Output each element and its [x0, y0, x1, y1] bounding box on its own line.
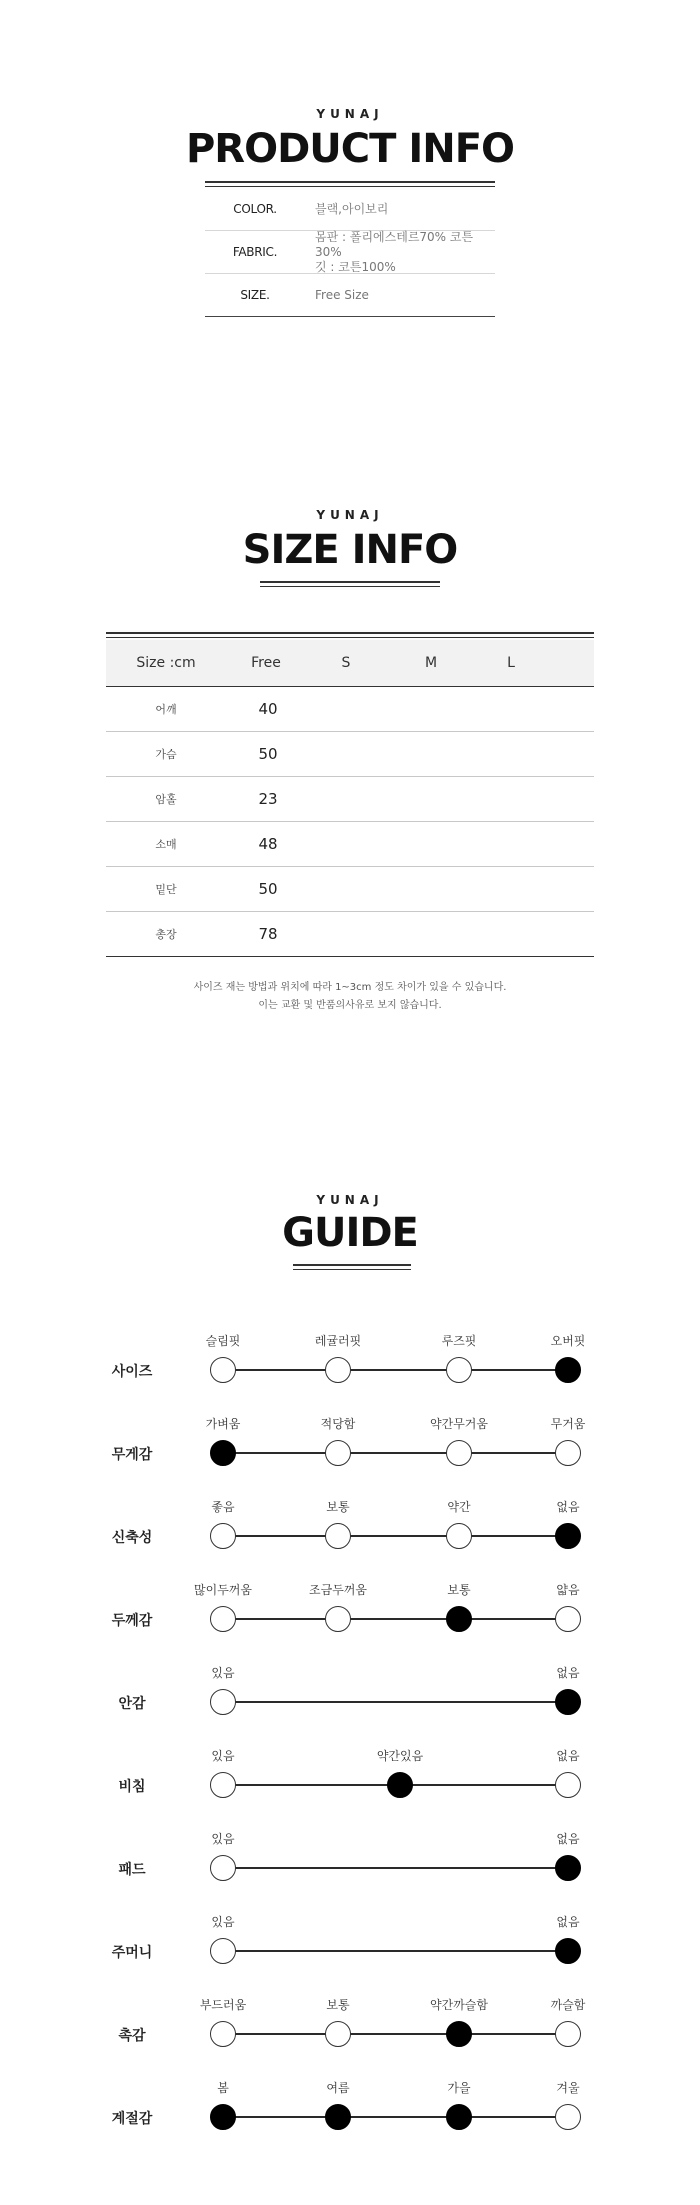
brand-label: YUNAJ — [316, 508, 384, 522]
guide-option-label: 슬림핏 — [205, 1334, 241, 1348]
guide-option-label: 봄 — [217, 2081, 229, 2095]
guide-dot — [325, 2021, 351, 2047]
table-row — [106, 867, 594, 912]
guide-option-label: 약간무거움 — [430, 1417, 488, 1431]
guide-dot-selected — [210, 2104, 236, 2130]
guide-dot-selected — [446, 2104, 472, 2130]
guide-dot-selected — [555, 1523, 581, 1549]
title-underline — [260, 581, 440, 583]
guide-option-label: 있음 — [211, 1915, 235, 1929]
guide-option-label: 없음 — [556, 1749, 580, 1763]
guide-dot-selected — [446, 1606, 472, 1632]
guide-option-label: 적당함 — [320, 1417, 356, 1431]
guide-scale-line — [223, 1618, 568, 1620]
guide-option-label: 있음 — [211, 1749, 235, 1763]
product-info-row-fabric — [205, 231, 495, 274]
guide-option-label: 좋음 — [211, 1500, 235, 1514]
guide-option-label: 가을 — [447, 2081, 471, 2095]
guide-scale-line — [223, 1950, 568, 1952]
guide-option-label: 보통 — [326, 1998, 350, 2012]
header-l: L — [507, 655, 515, 671]
guide-dot-selected — [325, 2104, 351, 2130]
title-underline — [205, 181, 495, 183]
guide-dot — [325, 1357, 351, 1383]
measure-value: 50 — [258, 745, 278, 763]
guide-row-label: 무게감 — [111, 1447, 153, 1463]
guide-dot — [446, 1357, 472, 1383]
guide-option-label: 루즈핏 — [441, 1334, 477, 1348]
title-underline — [293, 1269, 411, 1270]
guide-option-label: 보통 — [447, 1583, 471, 1597]
product-info-title: PRODUCT INFO — [185, 126, 515, 172]
guide-option-label: 없음 — [556, 1500, 580, 1514]
guide-dot — [446, 1523, 472, 1549]
measure-value: 78 — [258, 925, 278, 943]
guide-dot — [210, 2021, 236, 2047]
guide-dot-selected — [555, 1938, 581, 1964]
guide-option-label: 레귤러핏 — [314, 1334, 362, 1348]
size-note-1: 사이즈 재는 방법과 위치에 따라 1~3cm 정도 차이가 있을 수 있습니다. — [193, 982, 507, 993]
guide-option-label: 약간까슬함 — [430, 1998, 488, 2012]
row-label: COLOR. — [233, 202, 277, 216]
header-s: S — [341, 655, 351, 671]
size-info-title: SIZE INFO — [242, 527, 458, 573]
guide-row-label: 촉감 — [118, 2028, 146, 2044]
title-underline — [293, 1264, 411, 1266]
product-info-row-color — [205, 188, 495, 231]
guide-option-label: 없음 — [556, 1666, 580, 1680]
row-label: SIZE. — [240, 288, 270, 302]
guide-dot — [555, 1772, 581, 1798]
guide-scale-line — [223, 2116, 568, 2118]
guide-title: GUIDE — [282, 1210, 418, 1256]
table-row — [106, 732, 594, 777]
guide-option-label: 여름 — [326, 2081, 350, 2095]
guide-option-label: 많이두꺼움 — [194, 1583, 252, 1597]
guide-scale-line — [223, 1369, 568, 1371]
guide-option-label: 보통 — [326, 1500, 350, 1514]
guide-row-label: 안감 — [118, 1696, 146, 1712]
guide-dot-selected — [210, 1440, 236, 1466]
measure-name: 가슴 — [155, 748, 177, 761]
guide-option-label: 약간 — [447, 1500, 471, 1514]
guide-option-label: 무거움 — [550, 1417, 586, 1431]
measure-name: 암홀 — [155, 793, 177, 806]
guide-dot — [555, 2104, 581, 2130]
guide-dot-selected — [555, 1689, 581, 1715]
guide-row-label: 비침 — [118, 1779, 146, 1795]
measure-value: 23 — [258, 790, 278, 808]
guide-row-label: 계절감 — [111, 2111, 153, 2127]
table-row — [106, 822, 594, 867]
guide-dot — [210, 1606, 236, 1632]
guide-row-label: 사이즈 — [111, 1364, 153, 1380]
row-value: 몸판 : 폴리에스테르70% 코튼30% 깃 : 코튼100% — [315, 229, 474, 274]
guide-scale-line — [223, 1535, 568, 1537]
title-underline — [260, 586, 440, 587]
table-row — [106, 912, 594, 957]
guide-row-label: 패드 — [118, 1862, 146, 1878]
header-free: Free — [251, 655, 281, 671]
guide-row-label: 주머니 — [111, 1945, 153, 1961]
measure-value: 40 — [258, 700, 278, 718]
guide-dot — [210, 1855, 236, 1881]
guide-scale-line — [223, 1452, 568, 1454]
table-top-border — [106, 637, 594, 638]
guide-dot — [325, 1523, 351, 1549]
guide-dot-selected — [555, 1855, 581, 1881]
guide-option-label: 가벼움 — [205, 1417, 241, 1431]
guide-option-label: 조금두꺼움 — [309, 1583, 367, 1597]
guide-scale-line — [223, 1701, 568, 1703]
guide-dot-selected — [387, 1772, 413, 1798]
measure-value: 48 — [258, 835, 278, 853]
guide-dot — [210, 1938, 236, 1964]
table-row — [106, 687, 594, 732]
guide-dot — [210, 1689, 236, 1715]
measure-name: 총장 — [155, 928, 177, 941]
guide-row-label: 신축성 — [111, 1530, 153, 1546]
table-row — [106, 777, 594, 822]
guide-dot — [446, 1440, 472, 1466]
guide-option-label: 약간있음 — [376, 1749, 424, 1763]
row-value: Free Size — [315, 287, 369, 302]
brand-label: YUNAJ — [316, 1193, 384, 1207]
guide-option-label: 오버핏 — [550, 1334, 586, 1348]
guide-dot — [555, 1440, 581, 1466]
guide-option-label: 부드러움 — [199, 1998, 247, 2012]
brand-label: YUNAJ — [316, 107, 384, 121]
table-top-border — [106, 632, 594, 634]
guide-dot-selected — [446, 2021, 472, 2047]
measure-name: 밑단 — [155, 883, 177, 896]
guide-option-label: 까슬함 — [550, 1998, 586, 2012]
guide-option-label: 얇음 — [556, 1583, 580, 1597]
guide-scale-line — [223, 2033, 568, 2035]
guide-dot — [210, 1523, 236, 1549]
title-underline — [205, 186, 495, 187]
guide-dot — [325, 1606, 351, 1632]
guide-scale-line — [223, 1867, 568, 1869]
header-m: M — [424, 655, 438, 671]
measure-value: 50 — [258, 880, 278, 898]
guide-dot — [210, 1357, 236, 1383]
guide-option-label: 없음 — [556, 1832, 580, 1846]
row-value: 블랙,아이보리 — [315, 201, 389, 216]
measure-name: 소매 — [155, 838, 177, 851]
guide-dot-selected — [555, 1357, 581, 1383]
header-size-unit: Size :cm — [136, 655, 196, 671]
size-note-2: 이는 교환 및 반품의사유로 보지 않습니다. — [258, 1000, 442, 1011]
guide-dot — [555, 2021, 581, 2047]
product-info-row-size — [205, 274, 495, 317]
guide-option-label: 있음 — [211, 1666, 235, 1680]
guide-dot — [325, 1440, 351, 1466]
measure-name: 어깨 — [155, 703, 177, 716]
guide-dot — [555, 1606, 581, 1632]
row-label: FABRIC. — [232, 245, 278, 259]
guide-option-label: 겨울 — [556, 2081, 580, 2095]
guide-dot — [210, 1772, 236, 1798]
guide-row-label: 두께감 — [111, 1613, 153, 1629]
guide-option-label: 없음 — [556, 1915, 580, 1929]
size-table-header — [106, 640, 594, 687]
guide-option-label: 있음 — [211, 1832, 235, 1846]
